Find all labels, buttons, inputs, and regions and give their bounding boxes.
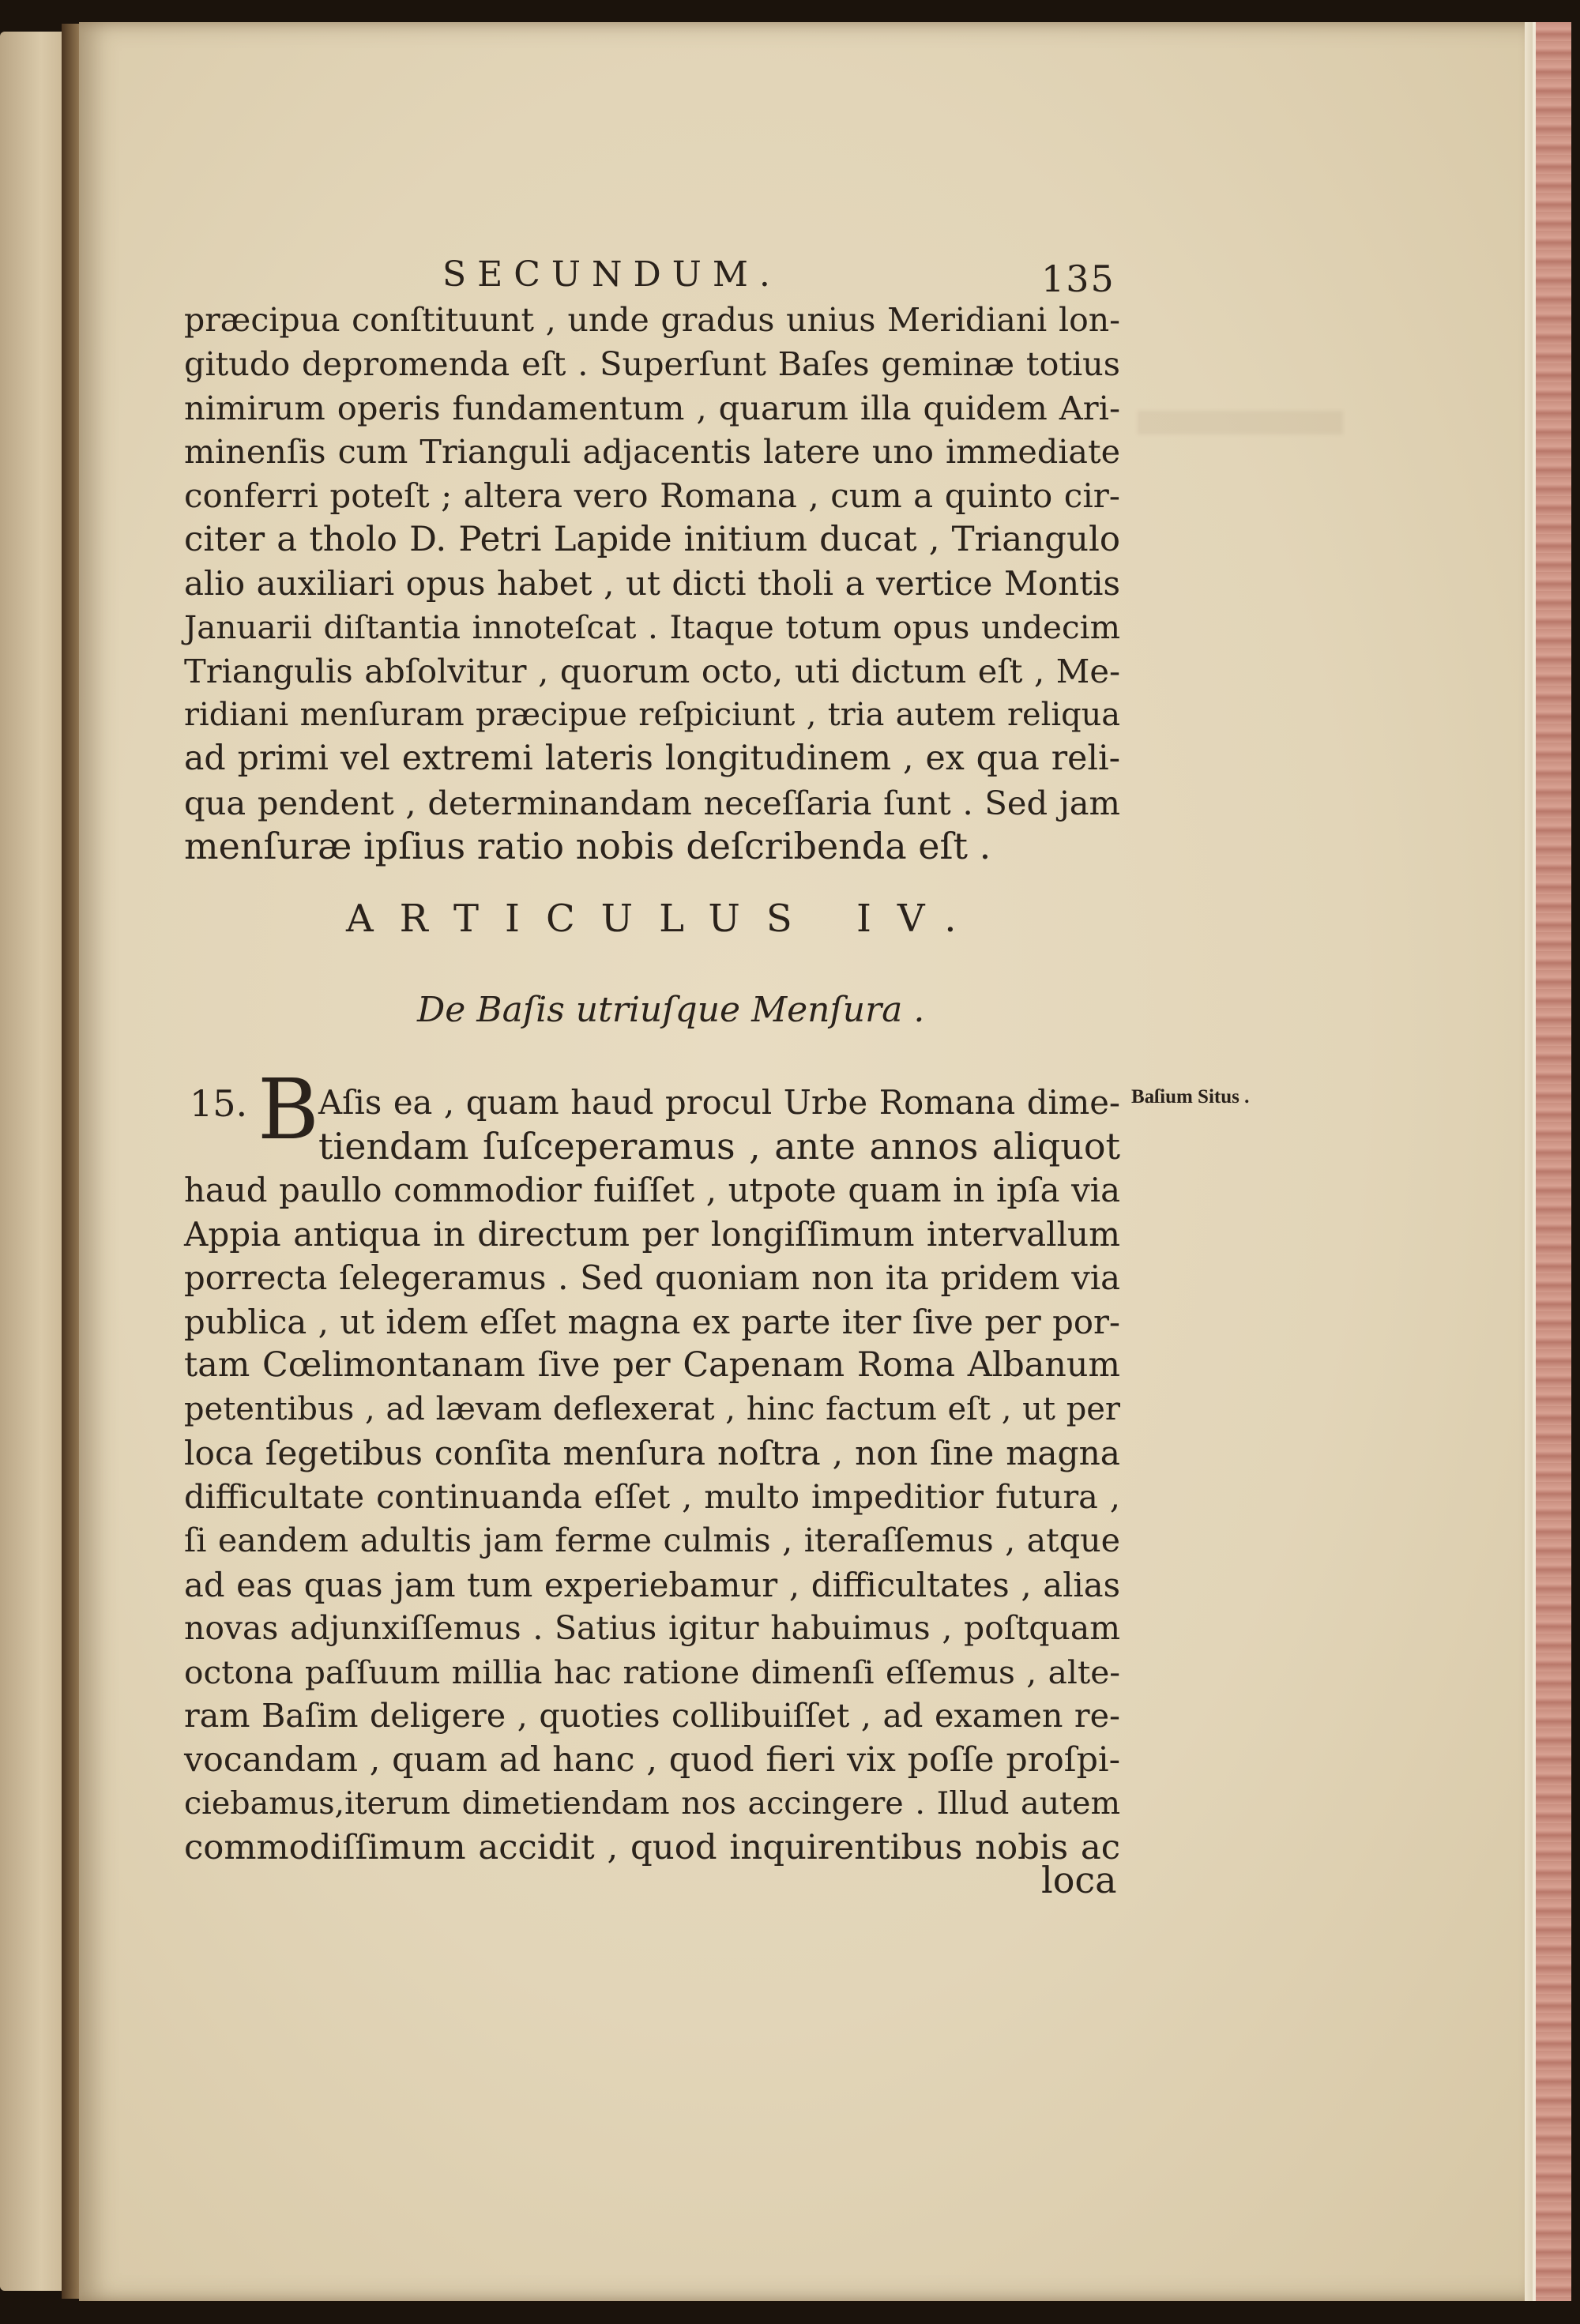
margin-note: Baſium Situs . xyxy=(1131,1086,1250,1107)
text-line: citer a tholo D. Petri Lapide initium ducat , Triangulo xyxy=(184,519,1120,559)
section-number: 15. xyxy=(190,1082,248,1125)
text-line: ſi eandem adultis jam ferme culmis , iteraſſemus , atque xyxy=(184,1521,1120,1559)
running-title: SECUNDUM. xyxy=(442,254,781,295)
text-line: difficultate continuanda eſſet , multo impeditior futura , xyxy=(184,1477,1120,1516)
text-line: ridiani menſuram præcipue reſpiciunt , tria autem reliqua xyxy=(184,696,1120,733)
text-line: tam Cœlimontanam ſive per Capenam Roma Albanum xyxy=(184,1345,1120,1385)
text-line: menſuræ ipſius ratio nobis deſcribenda eſt . xyxy=(184,825,991,867)
text-line: conferri poteſt ; altera vero Romana , cum a quinto cir- xyxy=(184,476,1120,515)
text-line: ciebamus,iterum dimetiendam nos accingere . Illud autem xyxy=(184,1785,1120,1822)
text-line: alio auxiliari opus habet , ut dicti tholi a vertice Montis xyxy=(184,564,1120,603)
top-paragraph xyxy=(184,299,1120,869)
drop-cap: B xyxy=(258,1061,319,1158)
text-line: minenſis cum Trianguli adjacentis latere uno immediate xyxy=(184,432,1120,471)
text-line: præcipua conſtituunt , unde gradus unius Meridiani lon- xyxy=(184,301,1120,339)
text-line: Triangulis abſolvitur , quorum octo, uti dictum eſt , Me- xyxy=(184,652,1120,690)
text-line: tiendam ſuſceperamus , ante annos aliquot xyxy=(318,1124,1120,1168)
text-line: porrecta ſelegeramus . Sed quoniam non ita pridem via xyxy=(184,1258,1120,1297)
article-first-lines xyxy=(318,1081,1120,1168)
text-line: vocandam , quam ad hanc , quod fieri vix poſſe proſpi- xyxy=(184,1739,1120,1780)
article-heading: ARTICULUS IV. xyxy=(346,897,983,941)
text-line: gitudo depromenda eſt . Superſunt Baſes geminæ totius xyxy=(184,344,1120,383)
red-page-edges xyxy=(1533,22,1571,2301)
text-line: qua pendent , determinandam neceſſaria ſunt . Sed jam xyxy=(184,783,1120,822)
text-line: commodiſſimum accidit , quod inquirentibus nobis ac xyxy=(184,1827,1120,1867)
catchword: loca xyxy=(1041,1859,1117,1901)
show-through-marks xyxy=(1138,411,1343,434)
text-line: Januarii diſtantia innoteſcat . Itaque totum opus undecim xyxy=(184,607,1120,646)
text-line: petentibus , ad lævam deflexerat , hinc factum eſt , ut per xyxy=(184,1390,1120,1427)
text-line: novas adjunxiſſemus . Satius igitur habuimus , poſtquam xyxy=(184,1609,1120,1647)
text-line: haud paullo commodior fuiſſet , utpote quam in ipſa via xyxy=(184,1171,1120,1209)
text-line: nimirum operis fundamentum , quarum illa quidem Ari- xyxy=(184,389,1120,427)
text-line: loca ſegetibus conſita menſura noſtra , non ſine magna xyxy=(184,1434,1120,1472)
text-line: ad eas quas jam tum experiebamur , difficultates , alias xyxy=(184,1565,1120,1604)
text-line: ad primi vel extremi lateris longitudinem , ex qua reli- xyxy=(184,739,1120,778)
page-number: 135 xyxy=(1041,258,1115,300)
article-body xyxy=(184,1168,1120,1870)
text-line: octona paſſuum millia hac ratione dimenſi eſſemus , alte- xyxy=(184,1653,1120,1691)
text-line: ram Baſim deligere , quoties collibuiſſet , ad examen re- xyxy=(184,1697,1120,1735)
text-line: Appia antiqua in directum per longiſſimum intervallum xyxy=(184,1214,1120,1254)
text-line: publica , ut idem eſſet magna ex parte iter ſive per por- xyxy=(184,1302,1120,1341)
article-subtitle: De Baſis utriuſque Menſura . xyxy=(417,990,925,1030)
text-line: Aſis ea , quam haud procul Urbe Romana dime- xyxy=(318,1083,1120,1122)
